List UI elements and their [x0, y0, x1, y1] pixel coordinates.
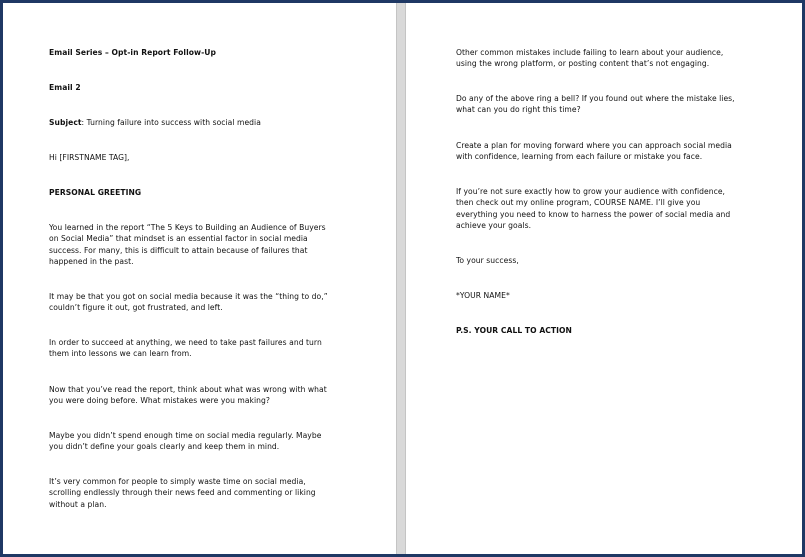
- closing-line: To your success,: [456, 256, 519, 265]
- document-page-right: [406, 3, 802, 554]
- subject-text: : Turning failure into success with social media: [81, 118, 261, 127]
- signature-placeholder: *YOUR NAME*: [456, 291, 510, 300]
- paragraph-line: them into lessons we can learn from.: [49, 349, 192, 358]
- personal-greeting-placeholder: PERSONAL GREETING: [49, 188, 142, 197]
- paragraph-line: with confidence, learning from each failure or mistake you face.: [456, 152, 703, 161]
- document-viewer: [3, 3, 802, 554]
- paragraph-line: If you’re not sure exactly how to grow your audience with confidence,: [456, 187, 726, 196]
- email-number: Email 2: [49, 83, 81, 92]
- page-gutter: [396, 3, 406, 554]
- paragraph-line: what can you do right this time?: [456, 105, 581, 114]
- paragraph-line: scrolling endlessly through their news feed and commenting or liking: [49, 488, 316, 497]
- paragraph-line: It may be that you got on social media because it was the “thing to do,”: [49, 292, 328, 301]
- paragraph-line: In order to succeed at anything, we need to take past failures and turn: [49, 338, 322, 347]
- ps-call-to-action: P.S. YOUR CALL TO ACTION: [456, 326, 572, 335]
- paragraph-line: Now that you’ve read the report, think about what was wrong with what: [49, 385, 327, 394]
- paragraph-line: happened in the past.: [49, 257, 134, 266]
- paragraph-line: everything you need to know to harness the power of social media and: [456, 210, 731, 219]
- paragraph-line: couldn’t figure it out, got frustrated, and left.: [49, 303, 223, 312]
- paragraph-line: You learned in the report “The 5 Keys to Building an Audience of Buyers: [49, 223, 326, 232]
- paragraph-line: then check out my online program, COURSE NAME. I’ll give you: [456, 198, 701, 207]
- paragraph-line: Maybe you didn’t spend enough time on social media regularly. Maybe: [49, 431, 322, 440]
- paragraph-line: It’s very common for people to simply waste time on social media,: [49, 477, 306, 486]
- greeting: Hi [FIRSTNAME TAG],: [49, 153, 130, 162]
- paragraph-line: you didn’t define your goals clearly and keep them in mind.: [49, 442, 280, 451]
- paragraph-line: Other common mistakes include failing to learn about your audience,: [456, 48, 724, 57]
- paragraph-line: achieve your goals.: [456, 221, 532, 230]
- paragraph-line: without a plan.: [49, 500, 107, 509]
- document-page-left: [3, 3, 396, 554]
- paragraph-line: on Social Media” that mindset is an essential factor in social media: [49, 234, 308, 243]
- series-title: Email Series – Opt-in Report Follow-Up: [49, 48, 216, 57]
- paragraph-line: Create a plan for moving forward where you can approach social media: [456, 141, 732, 150]
- subject-line: [49, 117, 261, 128]
- subject-label: Subject: [49, 118, 82, 127]
- paragraph-line: you were doing before. What mistakes were you making?: [49, 396, 270, 405]
- paragraph-line: success. For many, this is difficult to attain because of failures that: [49, 246, 308, 255]
- paragraph-line: Do any of the above ring a bell? If you found out where the mistake lies,: [456, 94, 735, 103]
- paragraph-line: using the wrong platform, or posting content that’s not engaging.: [456, 59, 710, 68]
